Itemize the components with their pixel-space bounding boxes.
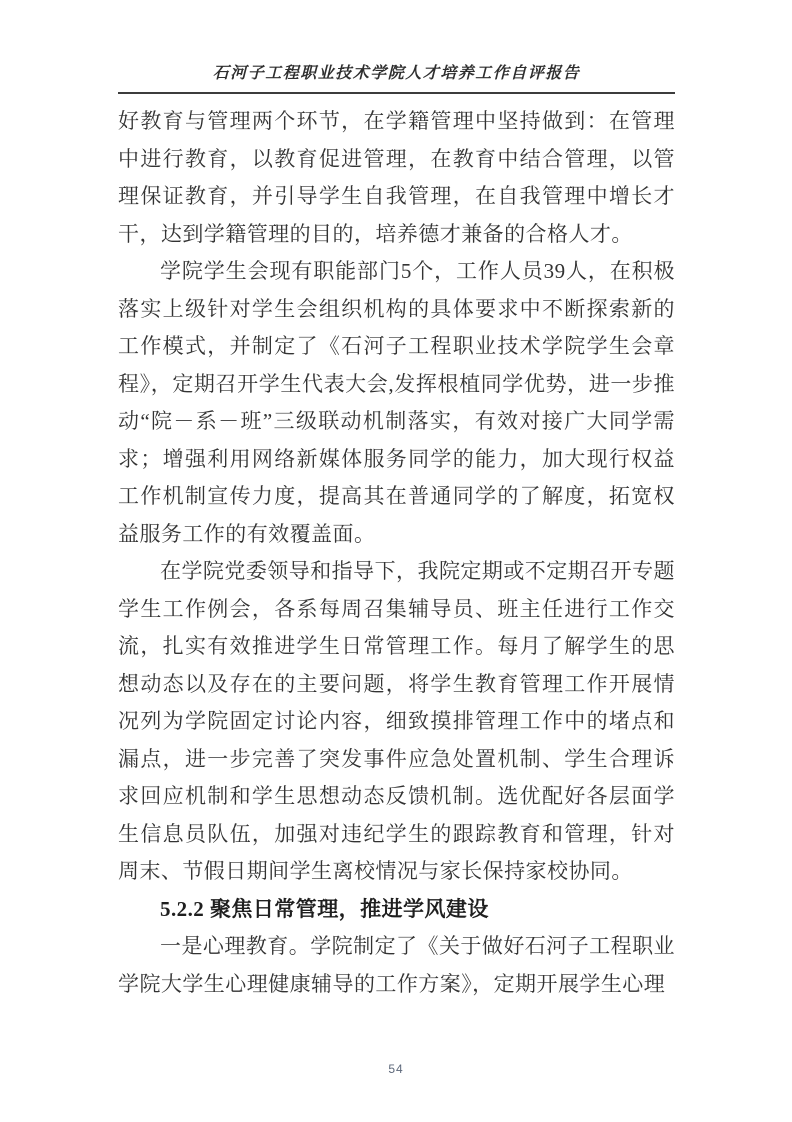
header-title: 石河子工程职业技术学院人才培养工作自评报告	[212, 65, 581, 82]
paragraph: 好教育与管理两个环节，在学籍管理中坚持做到：在管理中进行教育，以教育促进管理，在教育中结合管理，以管理保证教育，并引导学生自我管理，在自我管理中增长才干，达到学籍管理的目的，培养德才兼备的合格人才。	[118, 109, 675, 246]
section-heading: 5.2.2 聚焦日常管理，推进学风建设	[160, 896, 489, 921]
document-body	[118, 103, 675, 1003]
page-footer	[0, 1060, 792, 1078]
page-number: 54	[388, 1062, 404, 1076]
paragraph: 在学院党委领导和指导下，我院定期或不定期召开专题学生工作例会，各系每周召集辅导员、班主任进行工作交流，扎实有效推进学生日常管理工作。每月了解学生的思想动态以及存在的主要问题，将学生教育管理工作开展情况列为学院固定讨论内容，细致摸排管理工作中的堵点和漏点，进一步完善了突发事件应急处置机制、学生合理诉求回应机制和学生思想动态反馈机制。选优配好各层面学生信息员队伍，加强对违纪学生的跟踪教育和管理，针对周末、节假日期间学生离校情况与家长保持家校协同。	[118, 559, 675, 883]
header-rule	[118, 92, 675, 94]
paragraph: 学院学生会现有职能部门5个，工作人员39人，在积极落实上级针对学生会组织机构的具体要求中不断探索新的工作模式，并制定了《石河子工程职业技术学院学生会章程》，定期召开学生代表大会,发挥根植同学优势，进一步推动“院－系－班”三级联动机制落实，有效对接广大同学需求；增强利用网络新媒体服务同学的能力，加大现行权益工作机制宣传力度，提高其在普通同学的了解度，拓宽权益服务工作的有效覆盖面。	[118, 259, 675, 546]
page-header	[118, 64, 675, 94]
paragraph: 一是心理教育。学院制定了《关于做好石河子工程职业学院大学生心理健康辅导的工作方案》，定期开展学生心理	[118, 934, 675, 996]
